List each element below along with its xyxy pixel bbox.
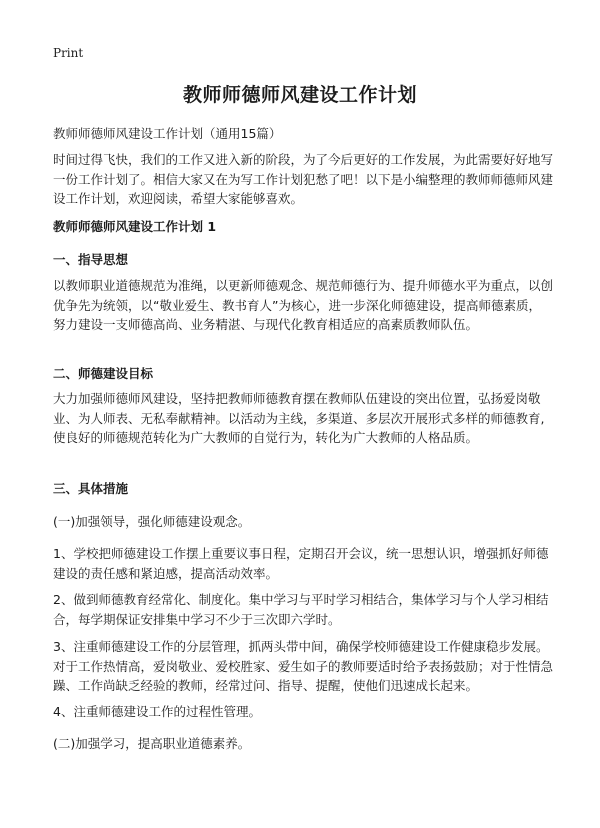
measure-item: (一)加强领导，强化师德建设观念。 <box>53 514 251 529</box>
section-text-guiding: 以教师职业道德规范为准绳，以更新师德观念、规范师德行为、提升师德水平为重点，以创优争先为统领，以“敬业爱生、教书育人”为核心，进一步深化师德建设，提高师德素质，努力建设一支师德高尚、业务精湛、与现代化教育相适应的高素质教师队伍。 <box>53 278 554 332</box>
section-heading-goals: 二、师德建设目标 <box>53 366 154 381</box>
measure-item: 1、学校把师德建设工作摆上重要议事日程，定期召开会议，统一思想认识，增强抓好师德建设的责任感和紧迫感，提高活动效率。 <box>53 546 549 581</box>
document-subtitle: 教师师德师风建设工作计划（通用15篇） <box>53 126 282 141</box>
measure-item: 4、注重师德建设工作的过程性管理。 <box>53 704 261 719</box>
plan-heading: 教师师德师风建设工作计划 1 <box>53 219 217 234</box>
measure-item: 3、注重师德建设工作的分层管理，抓两头带中间，确保学校师德建设工作健康稳步发展。对于工作热情高，爱岗敬业、爱校胜家、爱生如子的教师要适时给予表扬鼓励；对于性情急躁、工作尚缺乏经验的教师，经常过问、指导、提醒，使他们迅速成长起来。 <box>53 639 554 693</box>
section-heading-guiding: 一、指导思想 <box>53 252 129 267</box>
section-text-goals: 大力加强师德师风建设，坚持把教师师德教育摆在教师队伍建设的突出位置，弘扬爱岗敬业、为人师表、无私奉献精神。以活动为主线，多渠道、多层次开展形式多样的师德教育,使良好的师德规范转化为广大教师的自觉行为，转化为广大教师的人格品质。 <box>53 391 545 445</box>
section-heading-measures: 三、具体措施 <box>53 481 129 496</box>
measure-item: (二)加强学习，提高职业道德素养。 <box>53 736 251 751</box>
document-title: 教师师德师风建设工作计划 <box>182 84 417 106</box>
measure-item: 2、做到师德教育经常化、制度化。集中学习与平时学习相结合，集体学习与个人学习相结合，每学期保证安排集中学习不少于三次即六学时。 <box>53 592 549 627</box>
intro-paragraph: 时间过得飞快，我们的工作又进入新的阶段，为了今后更好的工作发展，为此需要好好地写一份工作计划了。相信大家又在为写工作计划犯愁了吧！以下是小编整理的教师师德师风建设工作计划，欢迎阅读，希望大家能够喜欢。 <box>53 152 554 206</box>
print-label: Print <box>53 46 84 60</box>
